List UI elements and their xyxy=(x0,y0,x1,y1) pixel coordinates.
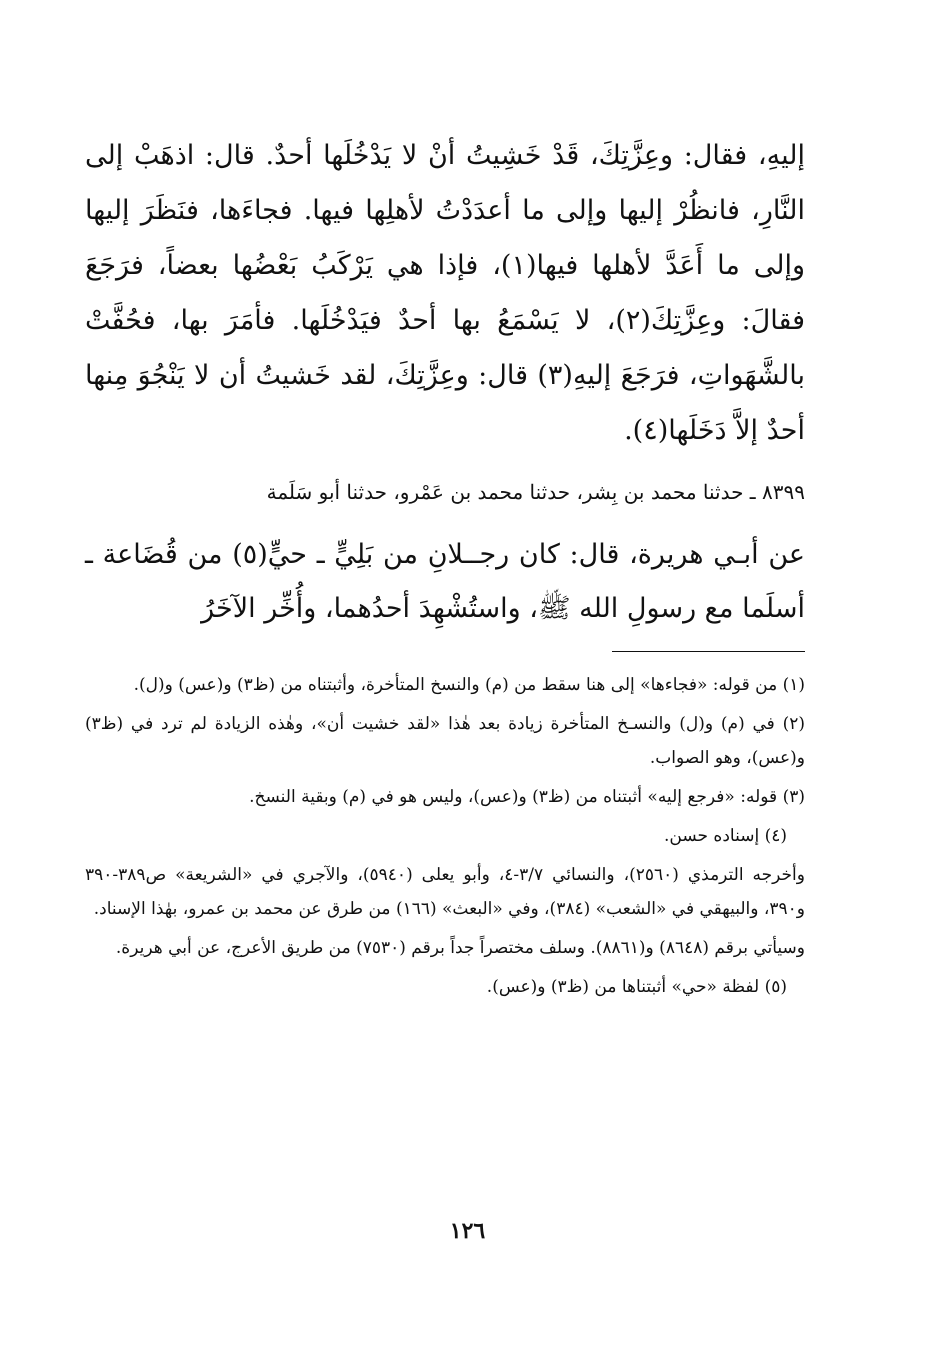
footnotes xyxy=(85,668,805,1009)
footnote-4-takhrij: وأخرجه الترمذي (٢٥٦٠)، والنسائي ٣/٧-٤، وأبو يعلى (٥٩٤٠)، والآجري في «الشريعة» ص٣٨٩-٣٩٠ و٣٩٠، والبيهقي في «الشعب» (٣٨٤)، وفي «البعث» (١٦٦) من طرق عن محمد بن عمرو، بهٰذا الإسناد. xyxy=(85,865,805,919)
footnote-separator xyxy=(612,651,805,652)
page-number: ١٢٦ xyxy=(449,1218,486,1244)
hadith-body: عن أبـي هريرة، قال: كان رجــلانِ من بَلِيٍّ ـ حيٍّ(٥) من قُضَاعة ـ أسلَما مع رسولِ الله ﷺ، واستُشْهِدَ أحدُهما، وأُخِّر الآخَرُ xyxy=(85,539,805,624)
hadith-heading: ٨٣٩٩ ـ حدثنا محمد بن بِشر، حدثنا محمد بن عَمْرو، حدثنا أبو سَلَمة xyxy=(266,480,805,504)
footnote-2: (٢) في (م) و(ل) والنسـخ المتأخرة زيادة بعد هٰذا «لقد خشيت أن»، وهٰذه الزيادة لم ترد في (ظ٣) و(عس)، وهو الصواب. xyxy=(85,714,805,768)
footnote-4-cross-ref: وسيأتي برقم (٨٦٤٨) و(٨٨٦١). وسلف مختصراً جداً برقم (٧٥٣٠) من طريق الأعرج، عن أبي هريرة. xyxy=(115,938,805,958)
main-paragraph: إليهِ، فقال: وعِزَّتِكَ، قَدْ خَشِيتُ أنْ لا يَدْخُلَها أحدٌ. قال: اذهَبْ إلى النَّارِ، فانظُرْ إليها وإلى ما أعدَدْتُ لأهلِها فيها. فجاءَها، فنَظَرَ إليها وإلى ما أَعَدَّ لأهلها فيها(١)، فإذا هي يَرْكَبُ بَعْضُها بعضاً، فرَجَعَ فقالَ: وعِزَّتِكَ(٢)، لا يَسْمَعُ بها أحدٌ فيَدْخُلَها. فأمَرَ بها، فحُفَّتْ بالشَّهَواتِ، فرَجَعَ إليهِ(٣) قال: وعِزَّتِكَ، لقد خَشيتُ أن لا يَنْجُوَ مِنها أحدٌ إلاَّ دَخَلَها(٤). xyxy=(85,140,806,446)
main-text xyxy=(85,128,805,458)
footnote-3: (٣) قوله: «فرجع إليه» أثبتناه من (ظ٣) و(عس)، وليس هو في (م) وبقية النسخ. xyxy=(249,787,805,807)
footnote-4: (٤) إسناده حسن. xyxy=(664,826,787,846)
footnote-5: (٥) لفظة «حي» أثبتناها من (ظ٣) و(عس). xyxy=(486,977,787,997)
footnote-1: (١) من قوله: «فجاءها» إلى هنا سقط من (م) والنسخ المتأخرة، وأثبتناه من (ظ٣) و(عس) و(ل). xyxy=(133,675,805,695)
